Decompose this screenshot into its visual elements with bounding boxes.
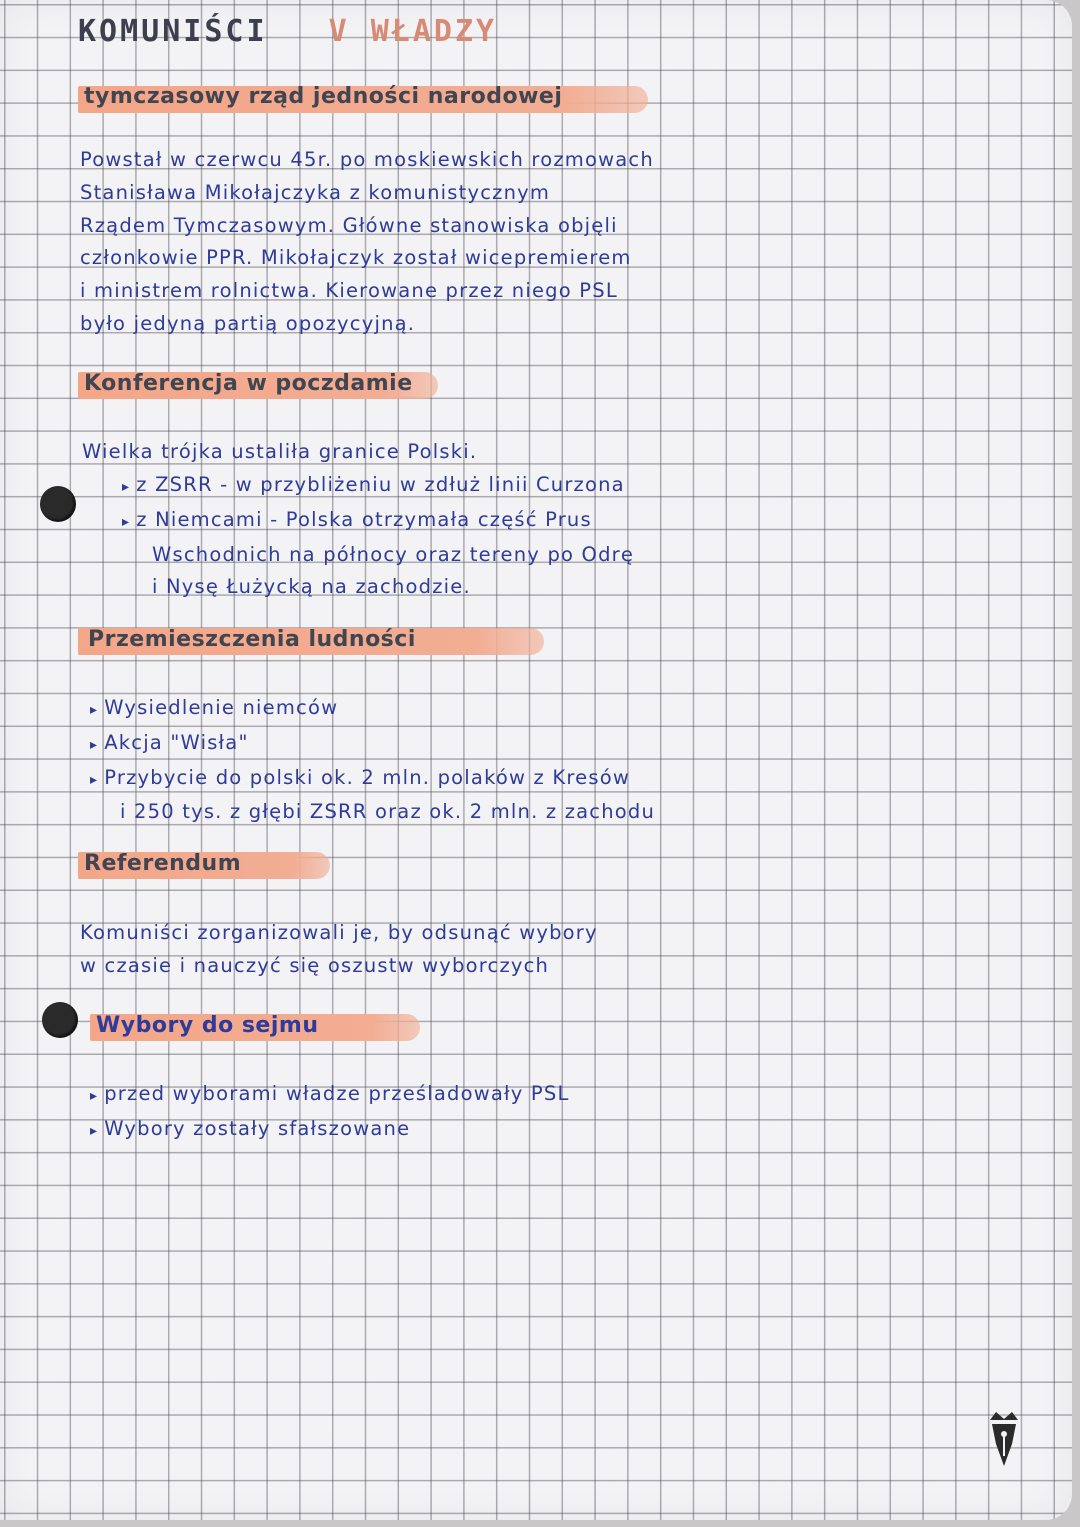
list-item: ▸ Wybory zostały sfałszowane <box>90 1116 411 1140</box>
text-line: członkowie PPR. Mikołajczyk został wicepremierem <box>80 246 632 270</box>
list-item-continuation: i Nysę Łużycką na zachodzie. <box>152 575 471 599</box>
list-item-continuation: i 250 tys. z głębi ZSRR oraz ok. 2 mln. z zachodu <box>120 800 656 824</box>
title-part-2: V WŁADZY <box>328 14 498 49</box>
title-part-1: KOMUNIŚCI <box>78 14 268 49</box>
arrow-icon: ▸ <box>122 479 131 495</box>
list-item: ▸ Przybycie do polski ok. 2 mln. polaków z Kresów <box>90 765 630 789</box>
text-line: Rządem Tymczasowym. Główne stanowiska objęli <box>80 213 618 237</box>
text-line: było jedyną partią opozycyjną. <box>80 311 416 335</box>
list-item: ▸ Akcja "Wisła" <box>90 730 249 754</box>
text-line: Stanisława Mikołajczyka z komunistycznym <box>80 180 551 204</box>
arrow-icon: ▸ <box>90 702 99 718</box>
section-3-list <box>90 692 655 829</box>
arrow-icon: ▸ <box>90 1088 99 1104</box>
pen-crown-logo-icon <box>982 1410 1026 1470</box>
section-2-list <box>122 469 634 604</box>
arrow-icon: ▸ <box>90 736 99 753</box>
text-line: w czasie i nauczyć się oszustw wyborczych <box>80 953 550 977</box>
text-line: Powstał w czerwcu 45r. po moskiewskich rozmowach <box>80 148 654 171</box>
arrow-icon: ▸ <box>90 771 99 788</box>
section-heading-1: tymczasowy rząd jedności narodowej <box>84 84 563 109</box>
section-2-intro: Wielka trójka ustaliła granice Polski. <box>82 440 478 463</box>
list-item: ▸ Wysiedlenie niemców <box>90 696 339 719</box>
section-4-paragraph <box>80 917 598 983</box>
binder-hole <box>40 486 76 522</box>
arrow-icon: ▸ <box>90 1122 99 1139</box>
section-1-paragraph <box>80 144 654 341</box>
list-item: ▸ z ZSRR - w przybliżeniu w zdłuż linii Curzona <box>122 473 625 496</box>
list-item-continuation: Wschodnich na północy oraz tereny po Odrę <box>152 542 635 566</box>
binder-hole <box>42 1002 78 1038</box>
section-heading-2: Konferencja w poczdamie <box>84 371 413 396</box>
text-line: i ministrem rolnictwa. Kierowane przez niego PSL <box>80 279 618 303</box>
section-5-list <box>90 1078 570 1148</box>
arrow-icon: ▸ <box>122 513 131 530</box>
list-item: ▸ przed wyborami władze prześladowały PSL <box>90 1082 570 1105</box>
page-title <box>78 14 497 49</box>
text-line: Komuniści zorganizowali je, by odsunąć wybory <box>80 921 598 944</box>
section-heading-5: Wybory do sejmu <box>96 1013 319 1038</box>
list-item: ▸ z Niemcami - Polska otrzymała część Prus <box>122 507 592 531</box>
section-heading-4: Referendum <box>84 851 242 876</box>
section-heading-3: Przemieszczenia ludności <box>88 627 416 652</box>
